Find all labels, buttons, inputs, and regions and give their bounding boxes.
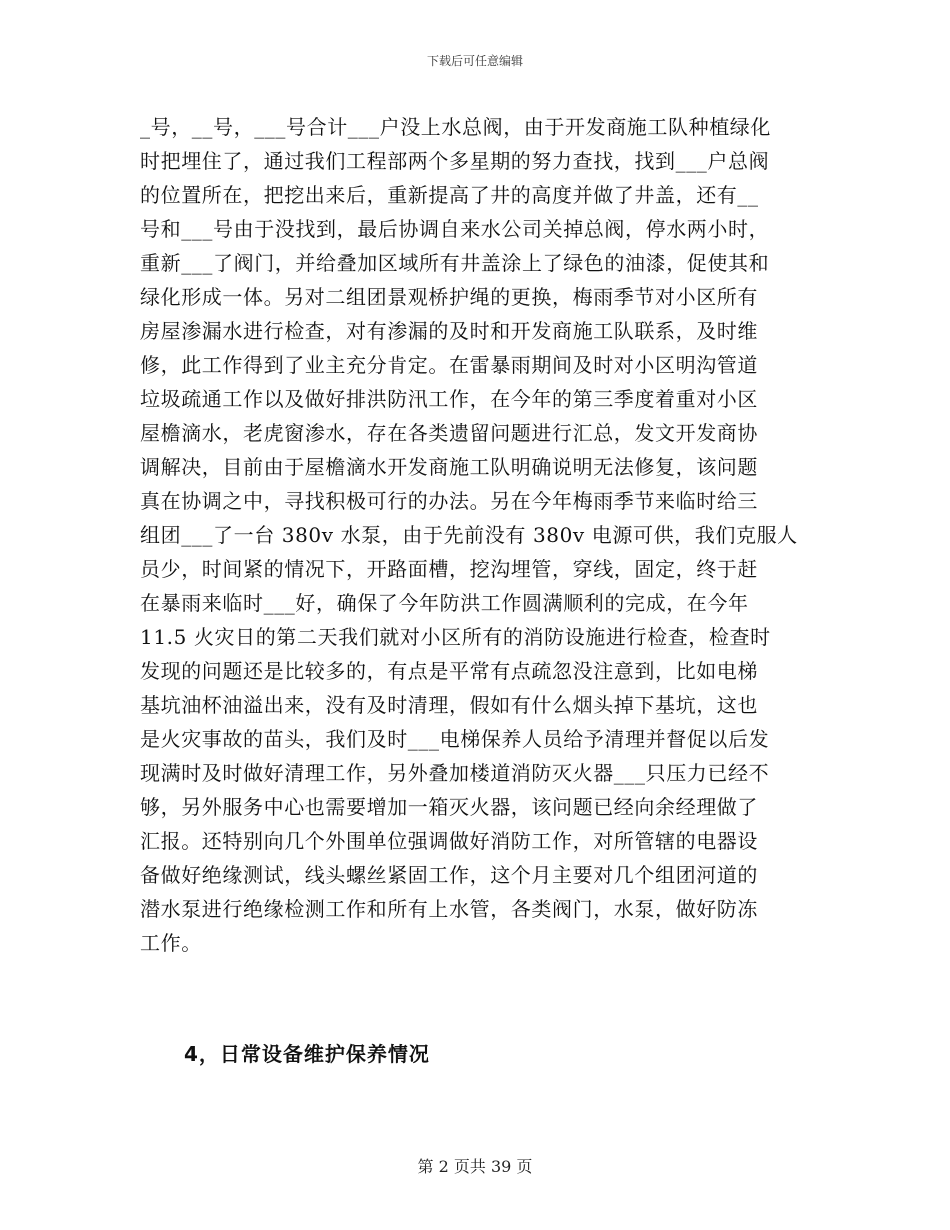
paragraph-line: 潜水泵进行绝缘检测工作和所有上水管，各类阀门，水泵，做好防冻 bbox=[140, 897, 758, 921]
page-footer: 第 2 页共 39 页 bbox=[417, 1157, 533, 1176]
paragraph-line: 员少，时间紧的情况下，开路面槽，挖沟埋管，穿线，固定，终于赶 bbox=[140, 557, 758, 581]
paragraph-line: 调解决，目前由于屋檐滴水开发商施工队明确说明无法修复，该问题 bbox=[140, 455, 758, 479]
paragraph-line: _号，__号，___号合计___户没上水总阀，由于开发商施工队种植绿化 bbox=[140, 115, 771, 139]
paragraph-line: 汇报。还特别向几个外围单位强调做好消防工作，对所管辖的电器设 bbox=[140, 829, 758, 853]
paragraph-line: 够，另外服务中心也需要增加一箱灭火器，该问题已经向余经理做了 bbox=[140, 795, 758, 819]
paragraph-line: 组团___了一台 380v 水泵，由于先前没有 380v 电源可供，我们克服人 bbox=[140, 523, 798, 547]
paragraph-line: 备做好绝缘测试，线头螺丝紧固工作，这个月主要对几个组团河道的 bbox=[140, 863, 758, 887]
paragraph-line: 号和___号由于没找到，最后协调自来水公司关掉总阀，停水两小时， bbox=[140, 217, 770, 241]
paragraph-line: 时把埋住了，通过我们工程部两个多星期的努力查找，找到___户总阀 bbox=[140, 149, 770, 173]
paragraph-line: 发现的问题还是比较多的，有点是平常有点疏忽没注意到，比如电梯 bbox=[140, 659, 758, 683]
paragraph-line: 屋檐滴水，老虎窗渗水，存在各类遗留问题进行汇总，发文开发商协 bbox=[140, 421, 758, 445]
section-heading: 4，日常设备维护保养情况 bbox=[184, 1042, 430, 1066]
paragraph-line: 在暴雨来临时___好，确保了今年防洪工作圆满顺利的完成，在今年 bbox=[140, 591, 749, 615]
paragraph-line: 房屋渗漏水进行检查，对有渗漏的及时和开发商施工队联系，及时维 bbox=[140, 319, 758, 343]
paragraph-line: 的位置所在，把挖出来后，重新提高了井的高度并做了井盖，还有__ bbox=[140, 183, 759, 207]
paragraph-line: 真在协调之中，寻找积极可行的办法。另在今年梅雨季节来临时给三 bbox=[140, 489, 758, 513]
paragraph-line: 是火灾事故的苗头，我们及时___电梯保养人员给予清理并督促以后发 bbox=[140, 727, 770, 751]
paragraph-line: 修，此工作得到了业主充分肯定。在雷暴雨期间及时对小区明沟管道 bbox=[140, 353, 758, 377]
paragraph-line: 11.5 火灾日的第二天我们就对小区所有的消防设施进行检查，检查时 bbox=[140, 625, 771, 649]
paragraph-line: 现满时及时做好清理工作，另外叠加楼道消防灭火器___只压力已经不 bbox=[140, 761, 770, 785]
page-header: 下载后可任意编辑 bbox=[426, 54, 523, 68]
paragraph-line: 垃圾疏通工作以及做好排洪防汛工作，在今年的第三季度着重对小区 bbox=[140, 387, 758, 411]
paragraph-line: 重新___了阀门，并给叠加区域所有井盖涂上了绿色的油漆，促使其和 bbox=[140, 251, 770, 275]
body-paragraph bbox=[140, 110, 820, 960]
paragraph-line: 基坑油杯油溢出来，没有及时清理，假如有什么烟头掉下基坑，这也 bbox=[140, 693, 758, 717]
paragraph-line: 绿化形成一体。另对二组团景观桥护绳的更换，梅雨季节对小区所有 bbox=[140, 285, 758, 309]
paragraph-line: 工作。 bbox=[140, 931, 202, 955]
